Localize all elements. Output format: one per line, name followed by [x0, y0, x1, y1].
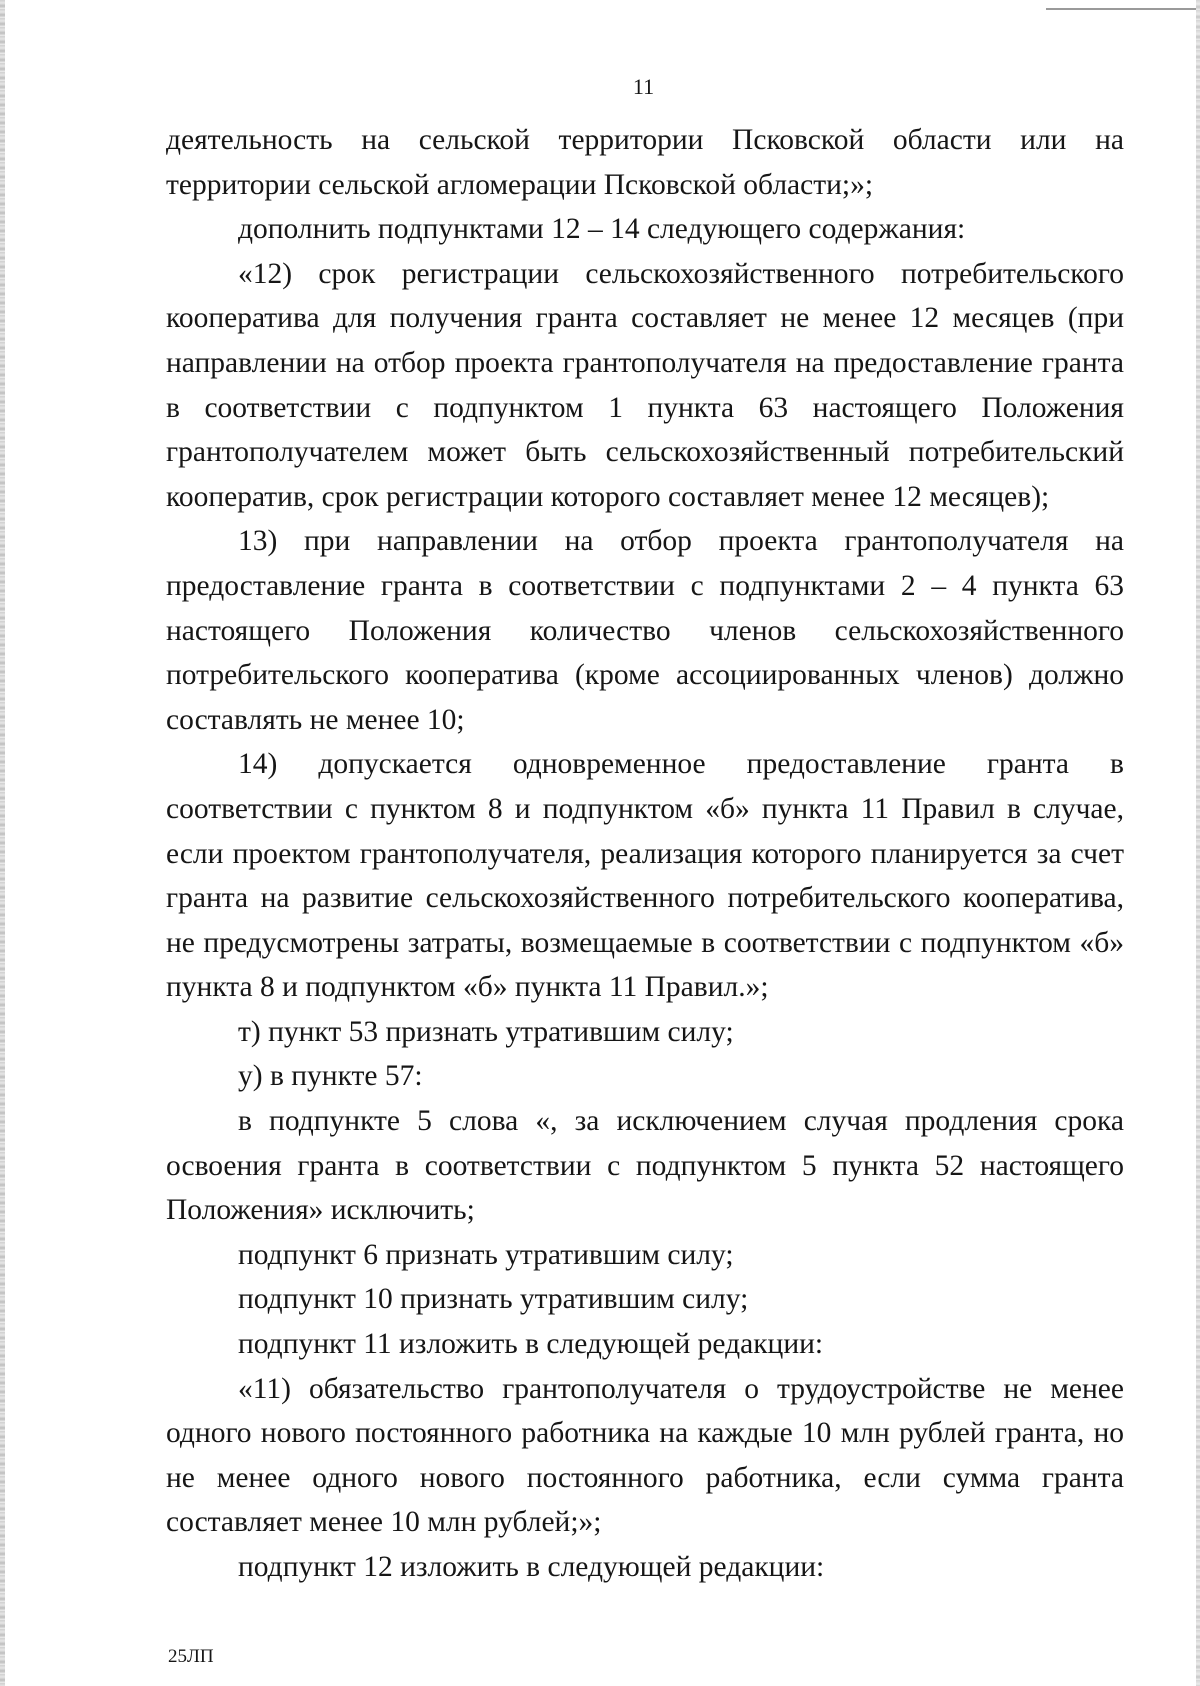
paragraph: подпункт 10 признать утратившим силу;: [238, 1283, 749, 1316]
scan-right-edge: [1196, 0, 1200, 1686]
scan-left-edge: [0, 0, 5, 1686]
paragraph: у) в пункте 57:: [238, 1060, 423, 1093]
paragraph: подпункт 11 изложить в следующей редакции:: [238, 1328, 824, 1361]
paragraph: т) пункт 53 признать утратившим силу;: [238, 1015, 734, 1048]
paragraph: дополнить подпунктами 12 – 14 следующего содержания:: [238, 213, 966, 246]
paragraph: 13) при направлении на отбор проекта грантополучателя на предоставление гранта в соответствии с подпунктами 2 – 4 пункта 63 настоящего Положения количество членов сельскохозяйственного потребительского кооператива (кроме ассоциированных членов) должно составлять не менее 10;: [166, 525, 1124, 736]
paragraph: 14) допускается одновременное предоставление гранта в соответствии с пунктом 8 и подпунктом «б» пункта 11 Правил в случае, если проектом грантополучателя, реализация которого планируется за счет гранта на развитие сельскохозяйственного потребительского кооператива, не предусмотрены затраты, возмещаемые в соответствии с подпунктом «б» пункта 8 и подпунктом «б» пункта 11 Правил.»;: [166, 748, 1124, 1004]
paragraph: «12) срок регистрации сельскохозяйственного потребительского кооператива для получения гранта составляет не менее 12 месяцев (при направлении на отбор проекта грантополучателя на предоставление гранта в соответствии с подпунктом 1 пункта 63 настоящего Положения грантополучателем может быть сельскохозяйственный потребительский кооператив, срок регистрации которого составляет менее 12 месяцев);: [166, 257, 1124, 513]
page-number: 11: [632, 74, 655, 99]
document-code: 25ЛП: [168, 1646, 214, 1667]
paragraph: «11) обязательство грантополучателя о трудоустройстве не менее одного нового постоянного работника на каждые 10 млн рублей гранта, но не менее одного нового постоянного работника, если сумма гранта составляет менее 10 млн рублей;»;: [166, 1372, 1124, 1539]
document-body: [166, 118, 1124, 1590]
scan-corner-mark: [1046, 8, 1196, 10]
paragraph: подпункт 12 изложить в следующей редакции:: [238, 1551, 825, 1583]
paragraph: подпункт 6 признать утратившим силу;: [238, 1238, 734, 1271]
paragraph: в подпункте 5 слова «, за исключением случая продления срока освоения гранта в соответствии с подпунктом 5 пункта 52 настоящего Положения» исключить;: [166, 1105, 1124, 1227]
paragraph: деятельность на сельской территории Псковской области или на территории сельской агломерации Псковской области;»;: [166, 124, 1124, 201]
